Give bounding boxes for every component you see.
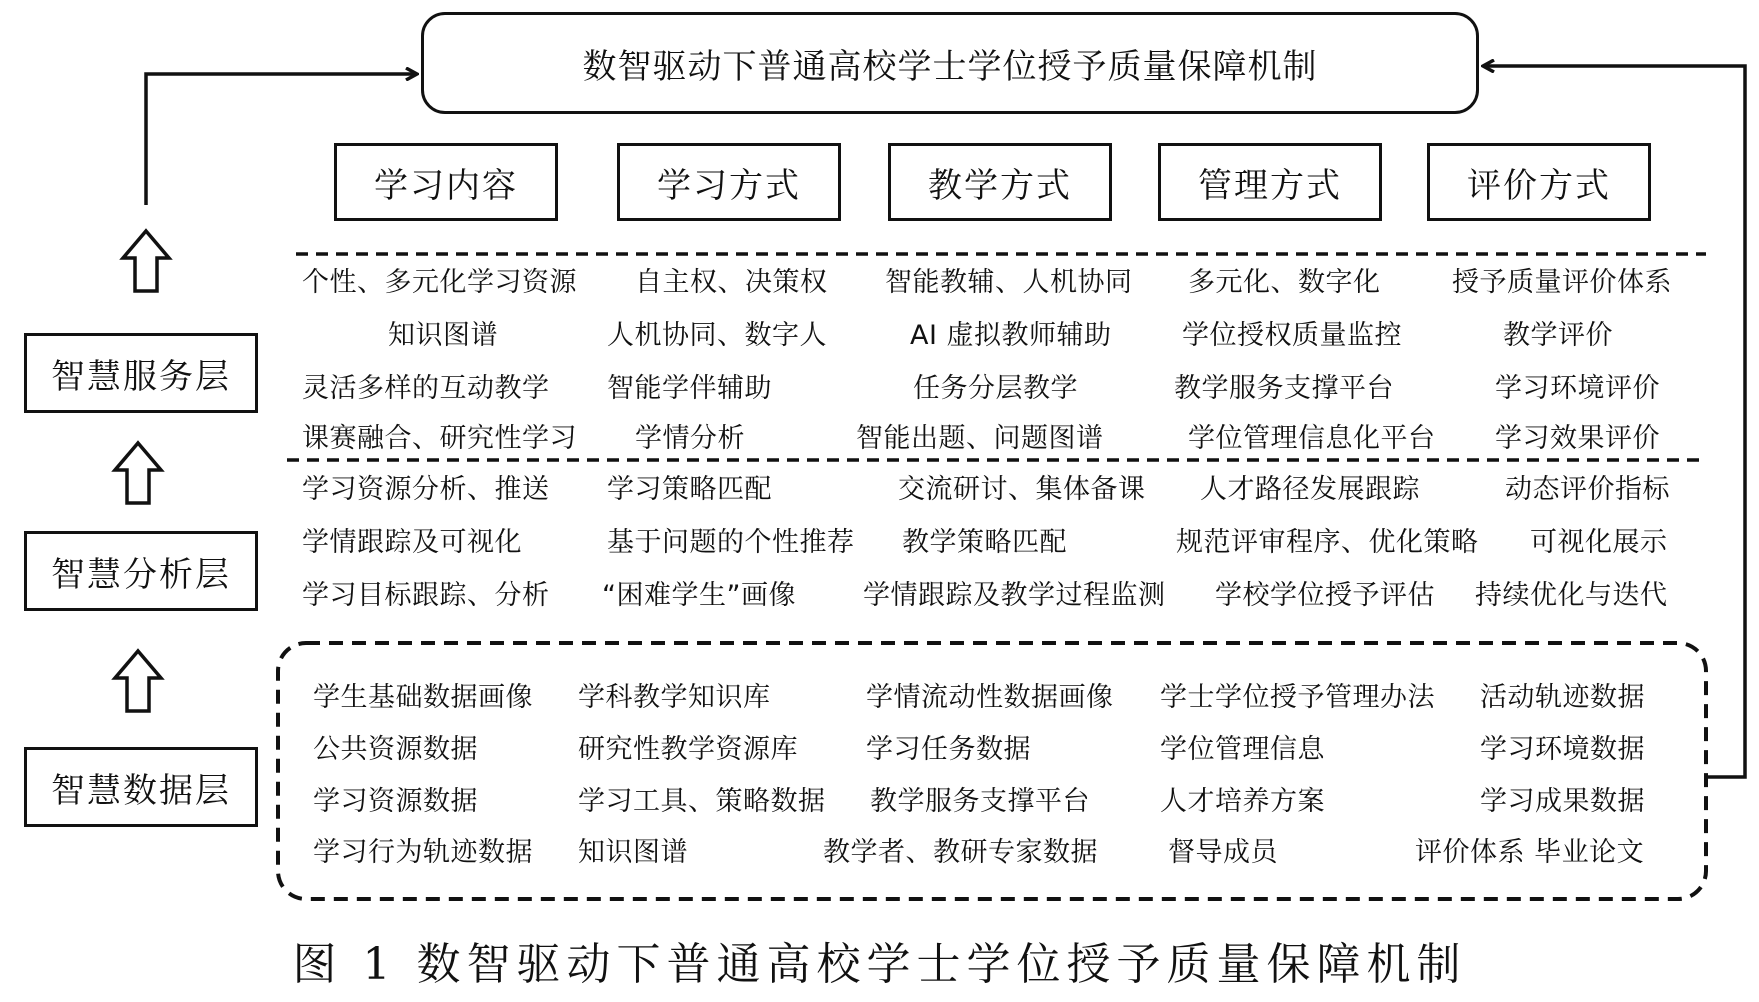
data-item: 学情流动性数据画像 (866, 682, 1114, 713)
data-row (0, 675, 1759, 721)
category-evaluation-method: 评价方式 (1427, 143, 1651, 221)
data-item: 教学服务支撑平台 (870, 786, 1090, 817)
data-item: 学习任务数据 (866, 734, 1031, 765)
analysis-row (0, 467, 1759, 513)
service-row (0, 416, 1759, 462)
layer-smart-service: 智慧服务层 (24, 333, 258, 413)
service-item: 学习环境评价 (1495, 373, 1660, 404)
service-item: 灵活多样的互动教学 (302, 373, 550, 404)
data-item: 学科教学知识库 (578, 682, 771, 713)
service-row (0, 313, 1759, 359)
layer-smart-data: 智慧数据层 (24, 747, 258, 827)
service-item: 智能学伴辅助 (607, 373, 772, 404)
layer-smart-analysis: 智慧分析层 (24, 531, 258, 611)
analysis-item: 交流研讨、集体备课 (898, 474, 1146, 505)
data-item: 活动轨迹数据 (1480, 682, 1645, 713)
data-item: 学习环境数据 (1480, 734, 1645, 765)
analysis-item: 动态评价指标 (1505, 474, 1670, 505)
data-item: 教学者、教研专家数据 (823, 837, 1098, 868)
data-item: 学位管理信息 (1160, 734, 1325, 765)
data-item: 人才培养方案 (1160, 786, 1325, 817)
mechanism-title-box: 数智驱动下普通高校学士学位授予质量保障机制 (421, 12, 1479, 114)
service-item: 学位授权质量监控 (1182, 320, 1402, 351)
service-item: 多元化、数字化 (1188, 267, 1381, 298)
service-item: 教学服务支撑平台 (1174, 373, 1394, 404)
analysis-row (0, 573, 1759, 619)
analysis-item: 可视化展示 (1530, 527, 1668, 558)
service-item: 知识图谱 (388, 320, 498, 351)
service-item: 任务分层教学 (913, 373, 1078, 404)
service-item: 智能教辅、人机协同 (885, 267, 1133, 298)
data-item: 学习工具、策略数据 (578, 786, 826, 817)
service-item: 学位管理信息化平台 (1188, 423, 1436, 454)
analysis-item: 学习资源分析、推送 (302, 474, 550, 505)
service-item: 智能出题、问题图谱 (856, 423, 1104, 454)
figure-caption: 图 1 数智驱动下普通高校学士学位授予质量保障机制 (292, 939, 1467, 990)
data-item: 督导成员 (1168, 837, 1278, 868)
analysis-item: 学习策略匹配 (607, 474, 772, 505)
service-item: 学情分析 (635, 423, 745, 454)
analysis-item: 基于问题的个性推荐 (607, 527, 855, 558)
data-item: 学习资源数据 (313, 786, 478, 817)
category-learning-method: 学习方式 (617, 143, 841, 221)
service-row (0, 260, 1759, 306)
analysis-item: 规范评审程序、优化策略 (1176, 527, 1479, 558)
analysis-item: 教学策略匹配 (902, 527, 1067, 558)
data-item: 学习成果数据 (1480, 786, 1645, 817)
analysis-item: 学情跟踪及教学过程监测 (863, 580, 1166, 611)
data-item: 评价体系 毕业论文 (1415, 837, 1645, 868)
data-row (0, 830, 1759, 876)
service-item: 教学评价 (1503, 320, 1613, 351)
category-teaching-method: 教学方式 (888, 143, 1112, 221)
service-item: 自主权、决策权 (635, 267, 828, 298)
analysis-item: 学校学位授予评估 (1215, 580, 1435, 611)
data-row (0, 727, 1759, 773)
category-learning-content: 学习内容 (334, 143, 558, 221)
service-item: AI 虚拟教师辅助 (910, 320, 1112, 351)
data-row (0, 779, 1759, 825)
analysis-item: 持续优化与迭代 (1475, 580, 1668, 611)
data-item: 学生基础数据画像 (313, 682, 533, 713)
data-item: 学士学位授予管理办法 (1160, 682, 1435, 713)
service-row (0, 366, 1759, 412)
data-item: 研究性教学资源库 (578, 734, 798, 765)
data-item: 学习行为轨迹数据 (313, 837, 533, 868)
service-item: 人机协同、数字人 (607, 320, 827, 351)
category-management-method: 管理方式 (1158, 143, 1382, 221)
data-item: 公共资源数据 (313, 734, 478, 765)
service-item: 课赛融合、研究性学习 (302, 423, 577, 454)
service-item: 授予质量评价体系 (1452, 267, 1672, 298)
data-item: 知识图谱 (578, 837, 688, 868)
analysis-item: 学习目标跟踪、分析 (302, 580, 550, 611)
service-item: 学习效果评价 (1495, 423, 1660, 454)
analysis-item: 学情跟踪及可视化 (302, 527, 522, 558)
analysis-row (0, 520, 1759, 566)
analysis-item: 人才路径发展跟踪 (1200, 474, 1420, 505)
analysis-item: “困难学生”画像 (602, 580, 796, 611)
service-item: 个性、多元化学习资源 (302, 267, 577, 298)
